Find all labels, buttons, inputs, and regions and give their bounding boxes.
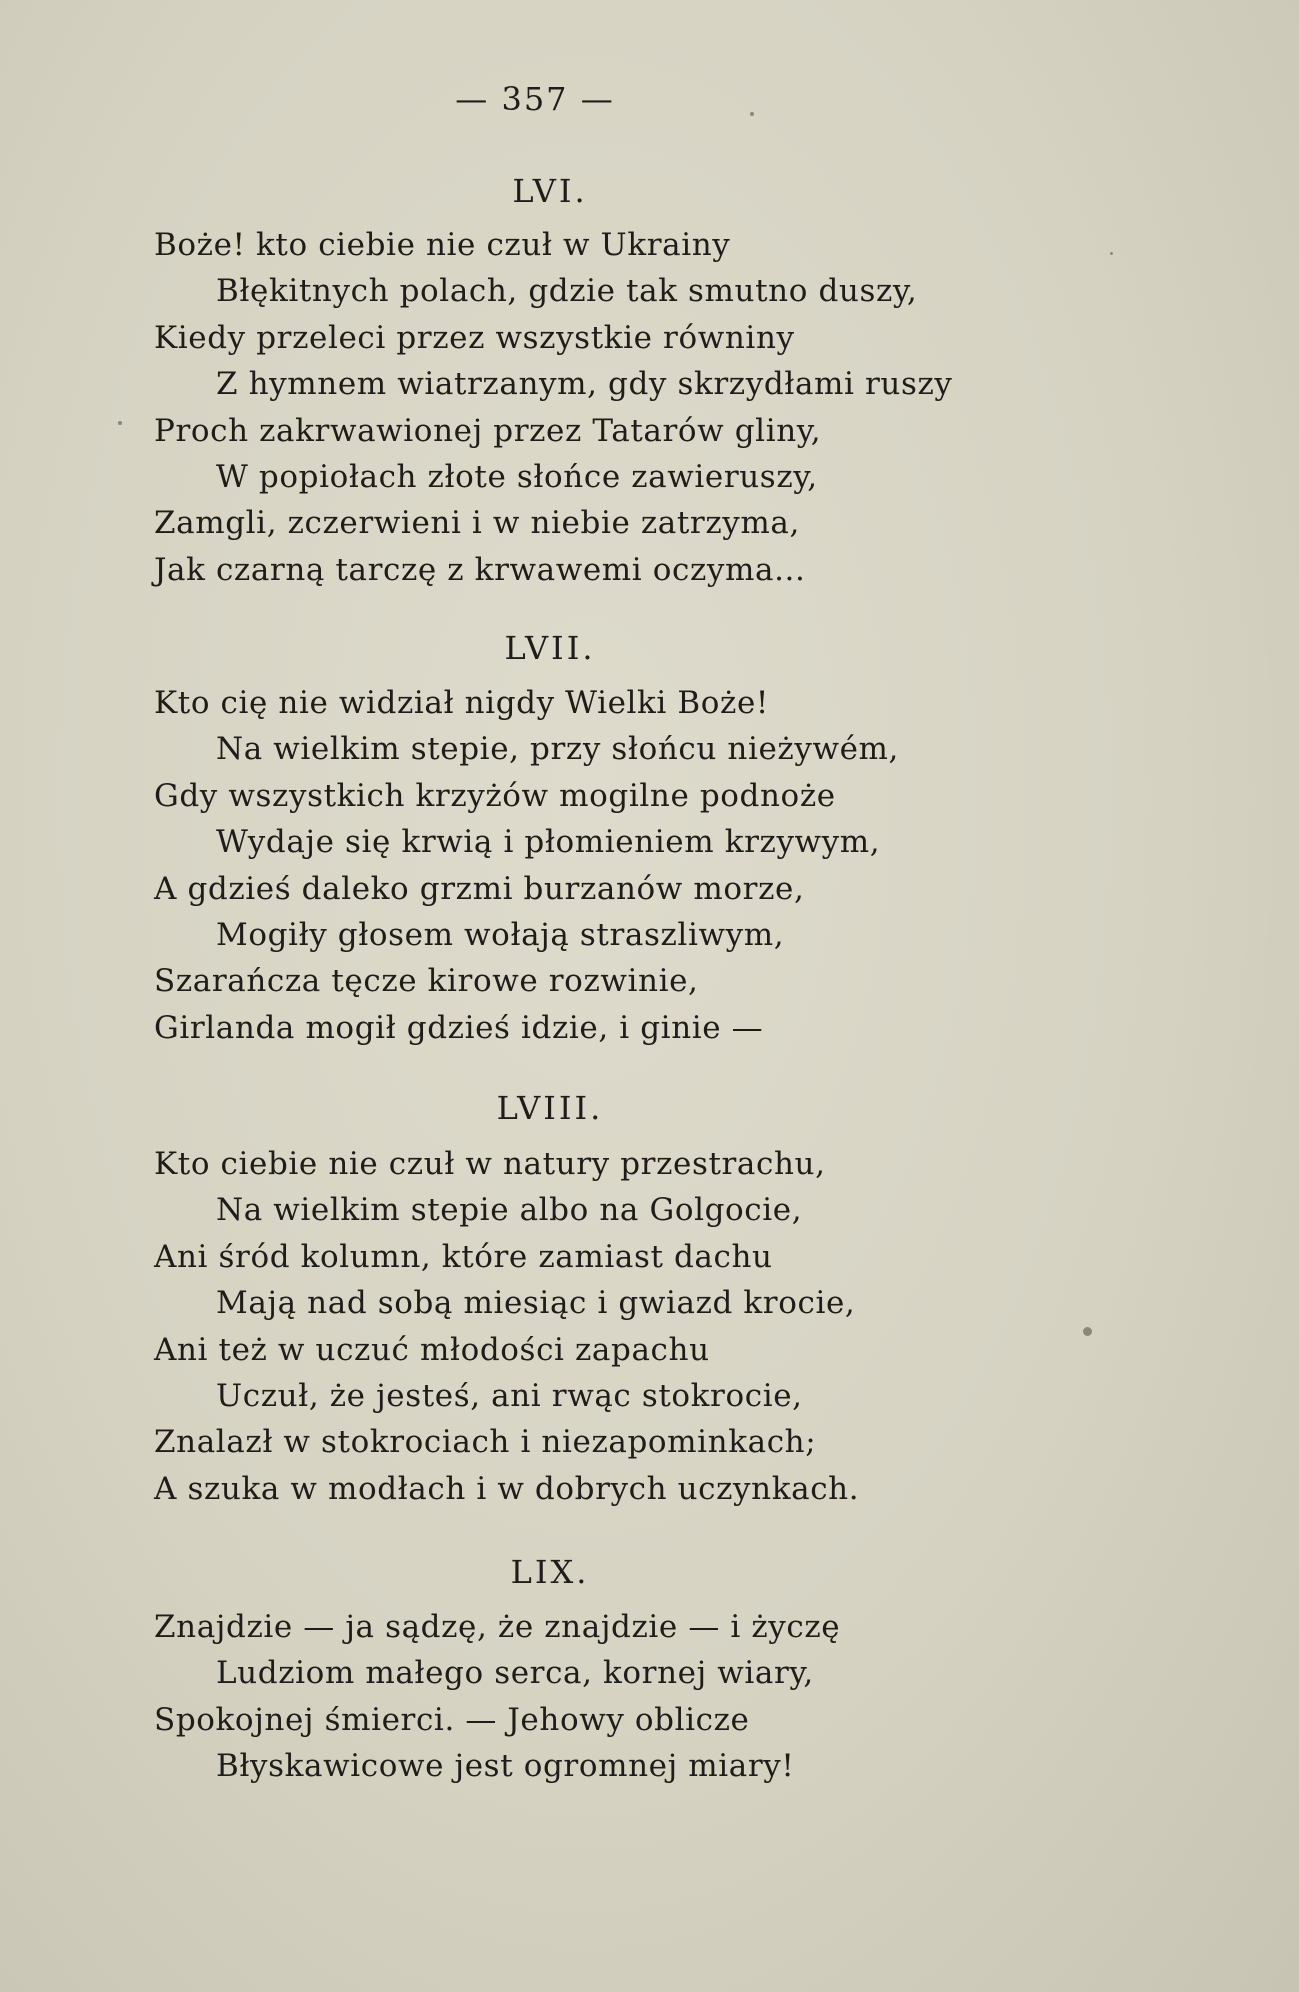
verse-line: Na wielkim stepie albo na Golgocie, [216, 1192, 803, 1229]
page-number: — 357 — [455, 80, 615, 118]
verse-line: Ani śród kolumn, które zamiast dachu [154, 1238, 773, 1275]
verse-line: Spokojnej śmierci. — Jehowy oblicze [154, 1701, 750, 1738]
verse-line: Mogiły głosem wołają straszliwym, [216, 916, 785, 953]
paper-speck [750, 112, 754, 116]
verse-line: Na wielkim stepie, przy słońcu nieżywém, [216, 731, 899, 768]
paper-speck [1083, 1327, 1092, 1336]
verse-line: W popiołach złote słońce zawieruszy, [216, 458, 818, 495]
verse-line: Ani też w uczuć młodości zapachu [154, 1331, 710, 1368]
verse-line: Proch zakrwawionej przez Tatarów gliny, [154, 412, 822, 449]
stanza-title-lix: LIX. [510, 1553, 590, 1591]
verse-line: Ludziom małego serca, kornej wiary, [216, 1655, 814, 1692]
verse-line: Zamgli, zczerwieni i w niebie zatrzyma, [154, 505, 800, 542]
verse-line: Boże! kto ciebie nie czuł w Ukrainy [154, 227, 731, 263]
verse-line: Mają nad sobą miesiąc i gwiazd krocie, [216, 1285, 856, 1322]
verse-line: Uczuł, że jesteś, ani rwąc stokrocie, [216, 1377, 803, 1414]
verse-line: Girlanda mogił gdzieś idzie, i ginie — [154, 1009, 764, 1046]
verse-line: A gdzieś daleko grzmi burzanów morze, [154, 870, 805, 907]
verse-line: Błękitnych polach, gdzie tak smutno duszy, [216, 273, 918, 310]
verse-line: Wydaje się krwią i płomieniem krzywym, [216, 824, 881, 861]
stanza-title-lviii: LVIII. [496, 1089, 604, 1127]
verse-line: Znalazł w stokrociach i niezapominkach; [154, 1424, 817, 1461]
stanza-lviii [154, 1141, 1154, 1512]
verse-line: Kto ciebie nie czuł w natury przestrachu, [154, 1146, 826, 1182]
paper-speck [1110, 252, 1113, 255]
verse-line: Znajdzie — ja sądzę, że znajdzie — i życzę [154, 1609, 841, 1645]
stanza-title-lvi: LVI. [512, 172, 588, 210]
stanza-lix [154, 1604, 1154, 1790]
verse-line: Kiedy przeleci przez wszystkie równiny [154, 319, 795, 356]
verse-line: Gdy wszystkich krzyżów mogilne podnoże [154, 777, 836, 814]
verse-line: Z hymnem wiatrzanym, gdy skrzydłami ruszy [216, 366, 953, 403]
verse-line: A szuka w modłach i w dobrych uczynkach. [154, 1470, 860, 1507]
stanza-lvii [154, 680, 1154, 1051]
verse-line: Jak czarną tarczę z krwawemi oczyma... [154, 551, 806, 588]
verse-line: Szarańcza tęcze kirowe rozwinie, [154, 963, 699, 1000]
paper-speck [118, 421, 122, 425]
stanza-title-lvii: LVII. [504, 629, 596, 667]
verse-line: Błyskawicowe jest ogromnej miary! [216, 1748, 795, 1785]
stanza-lvi [154, 222, 1154, 593]
verse-line: Kto cię nie widział nigdy Wielki Boże! [154, 685, 769, 721]
